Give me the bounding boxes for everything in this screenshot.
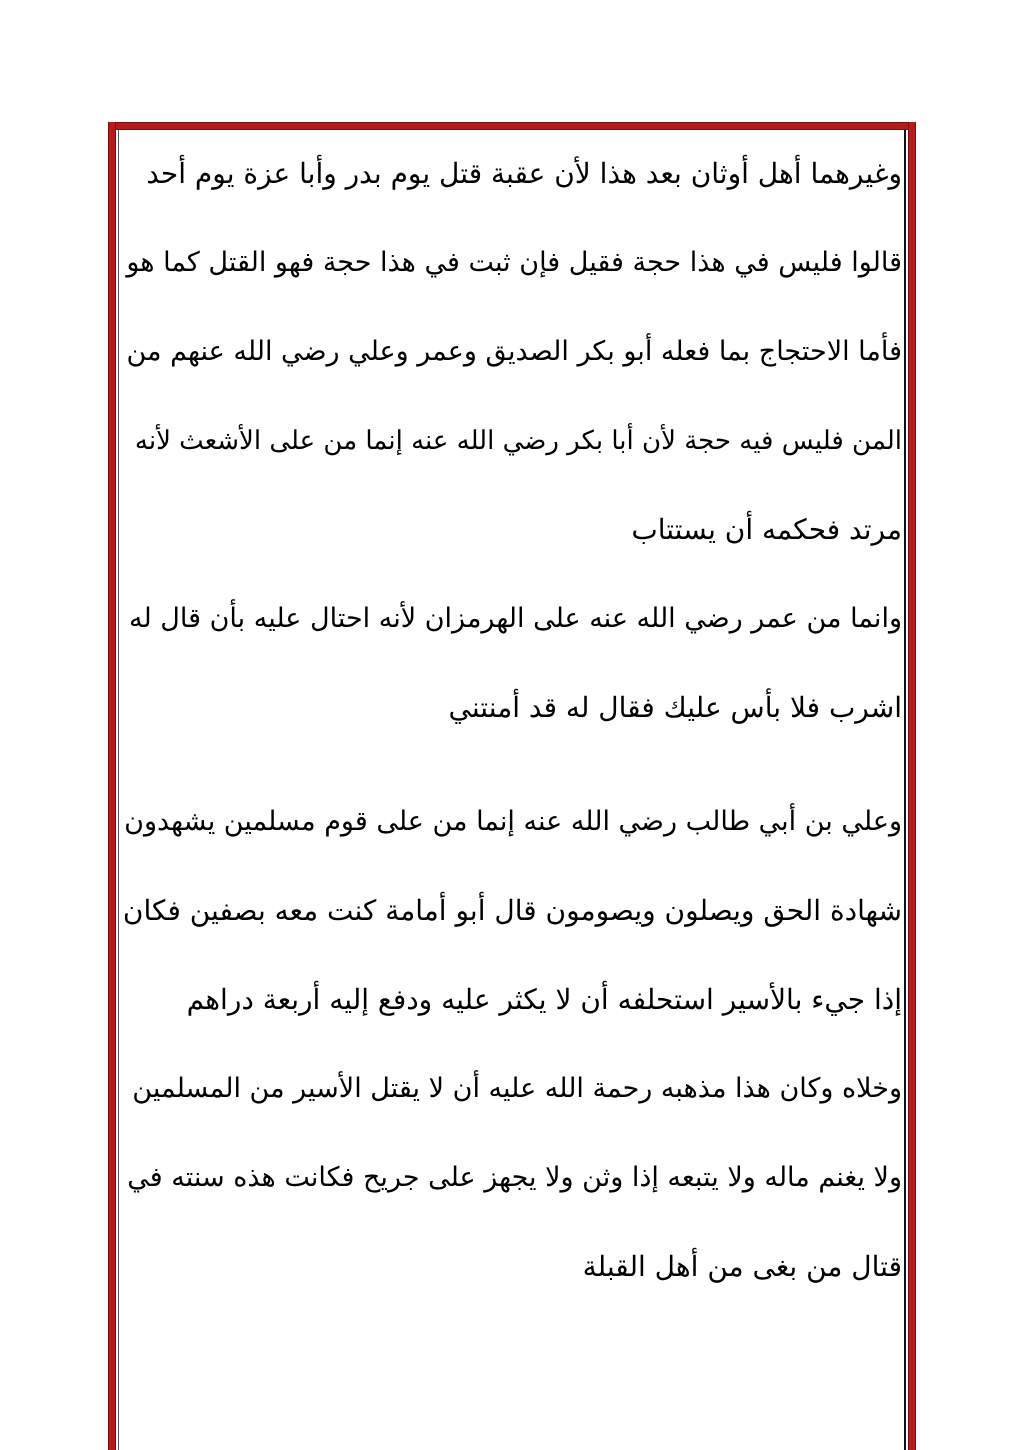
text-line: وانما من عمر رضي الله عنه على الهرمزان لأنه احتال عليه بأن قال له bbox=[128, 603, 902, 634]
inner-rule-right bbox=[904, 130, 906, 1450]
decorative-border-left bbox=[108, 122, 116, 1450]
decorative-border-top bbox=[108, 122, 916, 130]
text-line: قالوا فليس في هذا حجة فقيل فإن ثبت في هذا حجة فهو القتل كما هو bbox=[126, 247, 902, 278]
text-line: ولا يغنم ماله ولا يتبعه إذا وثن ولا يجهز على جريح فكانت هذه سنته في bbox=[127, 1162, 902, 1193]
text-line: قتال من بغى من أهل القبلة bbox=[582, 1250, 902, 1283]
text-line: وعلي بن أبي طالب رضي الله عنه إنما من على قوم مسلمين يشهدون bbox=[124, 806, 902, 837]
text-line: شهادة الحق ويصلون ويصومون قال أبو أمامة كنت معه بصفين فكان bbox=[122, 894, 902, 927]
inner-rule-left bbox=[118, 130, 119, 1450]
text-line: وخلاه وكان هذا مذهبه رحمة الله عليه أن لا يقتل الأسير من المسلمين bbox=[132, 1073, 902, 1104]
text-line: اشرب فلا بأس عليك فقال له قد أمنتني bbox=[448, 691, 902, 724]
decorative-border-right bbox=[908, 122, 916, 1450]
text-line: المن فليس فيه حجة لأن أبا بكر رضي الله عنه إنما من على الأشعث لأنه bbox=[134, 426, 902, 456]
text-line: إذا جيء بالأسير استحلفه أن لا يكثر عليه ودفع إليه أربعة دراهم bbox=[186, 983, 902, 1016]
text-line: مرتد فحكمه أن يستتاب bbox=[631, 513, 902, 546]
text-line: وغيرهما أهل أوثان بعد هذا لأن عقبة قتل يوم بدر وأبا عزة يوم أحد bbox=[146, 157, 902, 190]
text-line: فأما الاحتجاج بما فعله أبو بكر الصديق وعمر وعلي رضي الله عنهم من bbox=[126, 336, 902, 367]
